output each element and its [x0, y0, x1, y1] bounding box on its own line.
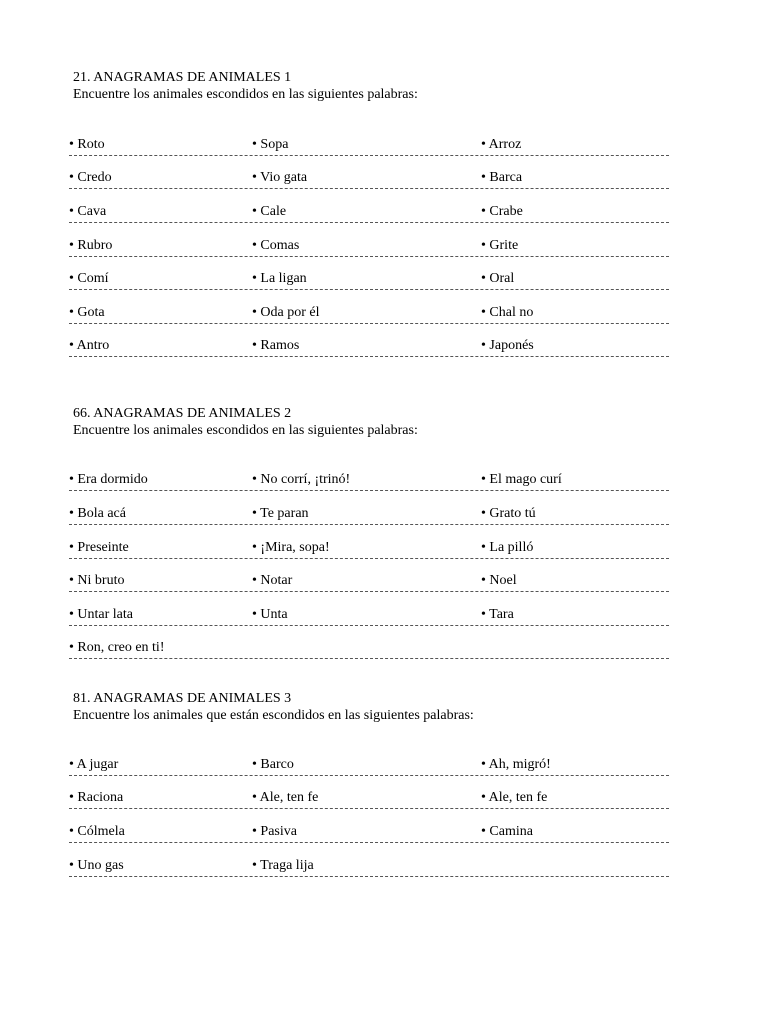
- anagram-item: • Antro: [69, 338, 110, 353]
- anagram-item: • La ligan: [252, 271, 307, 286]
- anagram-item: • Cava: [69, 204, 107, 219]
- anagram-row: [69, 757, 669, 776]
- anagram-item: • Ron, creo en ti!: [69, 640, 165, 655]
- anagram-item: • Rubro: [69, 238, 113, 253]
- anagram-row: [69, 137, 669, 156]
- anagram-row: [69, 204, 669, 223]
- anagram-item: • Raciona: [69, 790, 124, 805]
- anagram-item: • Comí: [69, 271, 109, 286]
- anagram-item: • Vio gata: [252, 170, 308, 185]
- section-instructions: Encuentre los animales escondidos en las siguientes palabras:: [73, 423, 418, 438]
- anagram-item: • Gota: [69, 305, 105, 320]
- anagram-item: • Comas: [252, 238, 300, 253]
- anagram-item: • Ale, ten fe: [252, 790, 319, 805]
- anagram-row: [69, 170, 669, 189]
- anagram-item: • Preseinte: [69, 540, 129, 555]
- anagram-item: • Noel: [481, 573, 517, 588]
- anagram-item: • Untar lata: [69, 607, 133, 622]
- anagram-section-1: [69, 69, 673, 353]
- anagram-item: • Barco: [252, 757, 294, 772]
- anagram-item: • Ramos: [252, 338, 300, 353]
- anagram-item: • Bola acá: [69, 506, 126, 521]
- section-title: 81. ANAGRAMAS DE ANIMALES 3: [73, 691, 292, 706]
- anagram-row: [69, 573, 669, 592]
- anagram-item: • Pasiva: [252, 824, 297, 839]
- anagram-row: [69, 858, 669, 877]
- anagram-item: • Cólmela: [69, 824, 125, 839]
- anagram-item: • A jugar: [69, 757, 119, 772]
- anagram-item: • ¡Mira, sopa!: [252, 540, 330, 555]
- anagram-item: • Notar: [252, 573, 293, 588]
- anagram-item: • La pilló: [481, 540, 534, 555]
- anagram-row: [69, 607, 669, 626]
- anagram-row: [69, 790, 669, 809]
- anagram-row: [69, 540, 669, 559]
- anagram-item: • Arroz: [481, 137, 522, 152]
- anagram-item: • Ni bruto: [69, 573, 125, 588]
- anagram-item: • Sopa: [252, 137, 289, 152]
- anagram-item: • Crabe: [481, 204, 523, 219]
- anagram-item: • Tara: [481, 607, 514, 622]
- anagram-row: [69, 640, 669, 659]
- anagram-item: • Era dormido: [69, 472, 148, 487]
- anagram-row: [69, 271, 669, 290]
- section-instructions: Encuentre los animales que están escondidos en las siguientes palabras:: [73, 708, 474, 723]
- anagram-item: • Oral: [481, 271, 515, 286]
- anagram-item: • Credo: [69, 170, 112, 185]
- anagram-row: [69, 238, 669, 257]
- anagram-section-2: [69, 405, 673, 655]
- anagram-row: [69, 305, 669, 324]
- anagram-row: [69, 472, 669, 491]
- anagram-item: • Roto: [69, 137, 105, 152]
- anagram-item: • Uno gas: [69, 858, 124, 873]
- anagram-item: • Grite: [481, 238, 519, 253]
- anagram-row: [69, 506, 669, 525]
- anagram-item: • Unta: [252, 607, 288, 622]
- anagram-section-3: [69, 690, 673, 873]
- anagram-item: • No corrí, ¡trinó!: [252, 472, 351, 487]
- anagram-item: • Te paran: [252, 506, 309, 521]
- anagram-item: • Barca: [481, 170, 523, 185]
- section-title: 21. ANAGRAMAS DE ANIMALES 1: [73, 70, 292, 85]
- anagram-item: • Chal no: [481, 305, 534, 320]
- section-instructions: Encuentre los animales escondidos en las siguientes palabras:: [73, 87, 418, 102]
- anagram-item: • Ale, ten fe: [481, 790, 548, 805]
- anagram-row: [69, 338, 669, 357]
- anagram-item: • Japonés: [481, 338, 534, 353]
- anagram-item: • Cale: [252, 204, 287, 219]
- anagram-item: • Oda por él: [252, 305, 320, 320]
- anagram-item: • Grato tú: [481, 506, 536, 521]
- section-title: 66. ANAGRAMAS DE ANIMALES 2: [73, 406, 292, 421]
- anagram-item: • El mago curí: [481, 472, 562, 487]
- anagram-item: • Camina: [481, 824, 533, 839]
- anagram-item: • Ah, migró!: [481, 757, 551, 772]
- anagram-row: [69, 824, 669, 843]
- anagram-item: • Traga lija: [252, 858, 314, 873]
